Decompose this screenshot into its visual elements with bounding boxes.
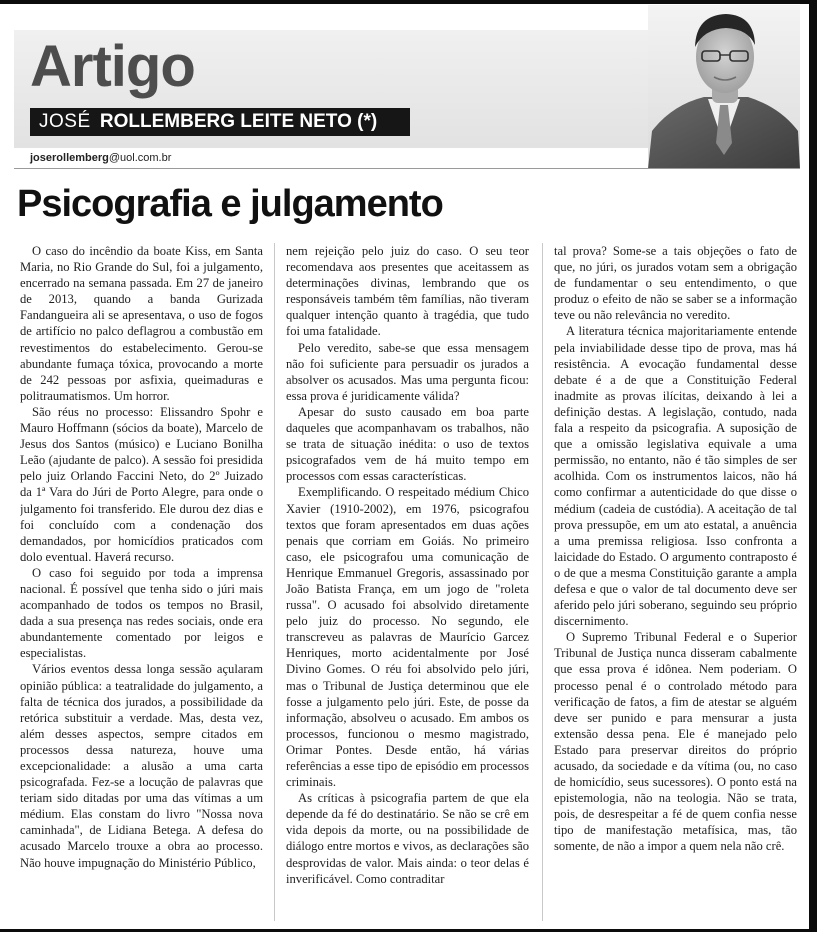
author-bar: [30, 108, 410, 136]
paragraph: A literatura técnica majoritariamente entende pela inviabilidade desse tipo de prova, mas há resistência. A evocação fundamental desse debate é a de que a Constituição Federal inadmite as provas ilícitas, deixando à lei a definição destas. A legislação, contudo, nada fala a respeito da psicografia. A suposição de que a omissão legislativa equivale a uma permissão, no entanto, não é tão simples de ser acolhida. Com os instrumentos laicos, não há como confirmar a autenticidade do que disse o médium (cadeia de custódia). A aceitação de tal prova pressupõe, em um ato estatal, a anuência a uma premissa religiosa. Isso confronta a laicidade do Estado. O argumento contraposto é o de que a mesma Constituição garante a ampla defesa e que o valor de tal documento deve ser aferido pelo júri soberano, seguindo seu próprio discernimento.: [554, 324, 797, 629]
paragraph: nem rejeição pelo juiz do caso. O seu teor recomendava aos presentes que aceitassem as determinações divinas, lembrando que os responsáveis também têm famílias, não tiveram qualquer intenção quanto à tragédia, que tudo foi uma fatalidade.: [286, 244, 529, 339]
author-portrait-image: [648, 5, 800, 169]
author-first-name: JOSÉ: [39, 111, 91, 132]
section-title: Artigo: [30, 34, 195, 99]
author-surname: ROLLEMBERG LEITE NETO (*): [99, 111, 378, 132]
paragraph: tal prova? Some-se a tais objeções o fato de que, no júri, os jurados votam sem a obrigação de fundamentar o seu entendimento, o que produz o efeito de não se saber se a informação teve ou não relevância no veredito.: [554, 244, 797, 323]
author-email: [30, 152, 171, 164]
paragraph: Exemplificando. O respeitado médium Chico Xavier (1910-2002), em 1976, psicografou textos que foram apresentados em duas ações penais que corriam em Goiás. No primeiro caso, ele psicografou uma comunicação de Henrique Emmanuel Gregoris, assassinado por João Batista França, em um jogo de "roleta russa". O acusado foi absolvido diretamente pelo juiz do processo. No segundo, ele transcreveu as palavras de Maurício Garcez Henriques, morto acidentalmente por José Divino Gomes. O réu foi absolvido pelo júri, mas o Tribunal de Justiça determinou que ele fosse a julgamento pelo júri. Este, de posse da informação, absolveu o acusado. Em ambos os processos, funcionou o mesmo magistrado, Orimar Pontes. Desde então, há várias referências a esse tipo de episódio em processos criminais.: [286, 485, 529, 790]
column-divider: [274, 243, 275, 921]
article-column-2: [286, 243, 529, 923]
paragraph: O caso foi seguido por toda a imprensa nacional. É possível que tenha sido o júri mais acompanhado de todos os tempos no Brasil, dada a sua presença nas redes sociais, onde era abundantemente comentado por leigos e especialistas.: [20, 565, 263, 661]
article-column-3: [554, 243, 797, 923]
paragraph: O Supremo Tribunal Federal e o Superior Tribunal de Justiça nunca disseram cabalmente que essa prova é idônea. Nem poderiam. O processo penal é o controlado método para verificação de fatos, a fim de atestar se alguém deve ser punido e para mensurar a justa extensão dessa pena. Ele é manejado pelo Estado para preservar direitos do próprio acusado, da sociedade e da vítima (ou, no caso de homicídio, seus sucessores). O ponto está na epistemologia, não na teologia. Não se trata, pois, de desrespeitar a fé de quem confia nesse tipo de manifestação metafísica, mas, tão somente, de não a impor a quem nela não crê.: [554, 630, 797, 854]
email-domain: @uol.com.br: [108, 152, 172, 164]
article-headline: Psicografia e julgamento: [17, 183, 443, 225]
paragraph: As críticas à psicografia partem de que ela depende da fé do destinatário. Se não se crê em vida depois da morte, ou na possibilidade de diálogo entre mortos e vivos, as declarações são desprovidas de valor. Mais ainda: o teor delas é inverificável. Como contraditar: [286, 791, 529, 886]
page-frame-top: [0, 0, 817, 4]
paragraph: Pelo veredito, sabe-se que essa mensagem não foi suficiente para persuadir os jurados a absolver os acusados. Mas uma pergunta ficou: essa prova é juridicamente válida?: [286, 340, 529, 403]
article-column-1: [20, 243, 263, 923]
column-divider: [542, 243, 543, 921]
paragraph: São réus no processo: Elissandro Spohr e Mauro Hoffmann (sócios da boate), Marcelo de Jesus dos Santos (músico) e Luciano Bonilha Leão (ajudante de palco). A sessão foi presidida pelo juiz Orlando Faccini Neto, do 2º Juizado da 1ª Vara do Júri de Porto Alegre, para onde o julgamento foi transferido. Ele durou dez dias e foi concluído com a condenação dos demandados, por homicídios praticados com dolo eventual. Haverá recurso.: [20, 404, 263, 564]
author-portrait: [648, 5, 800, 169]
page-frame-right: [809, 0, 817, 932]
paragraph: Vários eventos dessa longa sessão açularam opinião pública: a teatralidade do julgamento, a falta de técnica dos jurados, a possibilidade da retórica substituir a verdade. Mas, desta vez, além desses aspectos, sempre citados em processos dessa natureza, houve uma excepcionalidade: a alusão a uma carta psicografada. Fez-se a locução de palavras que teriam sido ditadas por uma das vítimas a um médium. Elas constam do livro "Nossa nova caminhada", de Lidiana Betega. A defesa do acusado Marcelo trouxe a obra ao processo. Não houve impugnação do Ministério Público,: [20, 662, 263, 870]
paragraph: Apesar do susto causado em boa parte daqueles que acompanhavam os trabalhos, não se trata de situação inédita: o uso de textos psicografados vem de há muito tempo em processos com essas características.: [286, 404, 529, 484]
email-user: joserollemberg: [30, 152, 109, 164]
paragraph: O caso do incêndio da boate Kiss, em Santa Maria, no Rio Grande do Sul, foi a julgamento, encerrado na semana passada. Em 27 de janeiro de 2013, quando a banda Gurizada Fandangueira ali se apresentava, o uso de fogos de artifício no palco deflagrou a combustão em revestimentos do estabelecimento. Gerou-se abundante fumaça tóxica, provocando a morte de 242 pessoas por asfixia, queimaduras e politraumatismos. Um horror.: [20, 244, 263, 403]
header-divider: [14, 168, 800, 169]
